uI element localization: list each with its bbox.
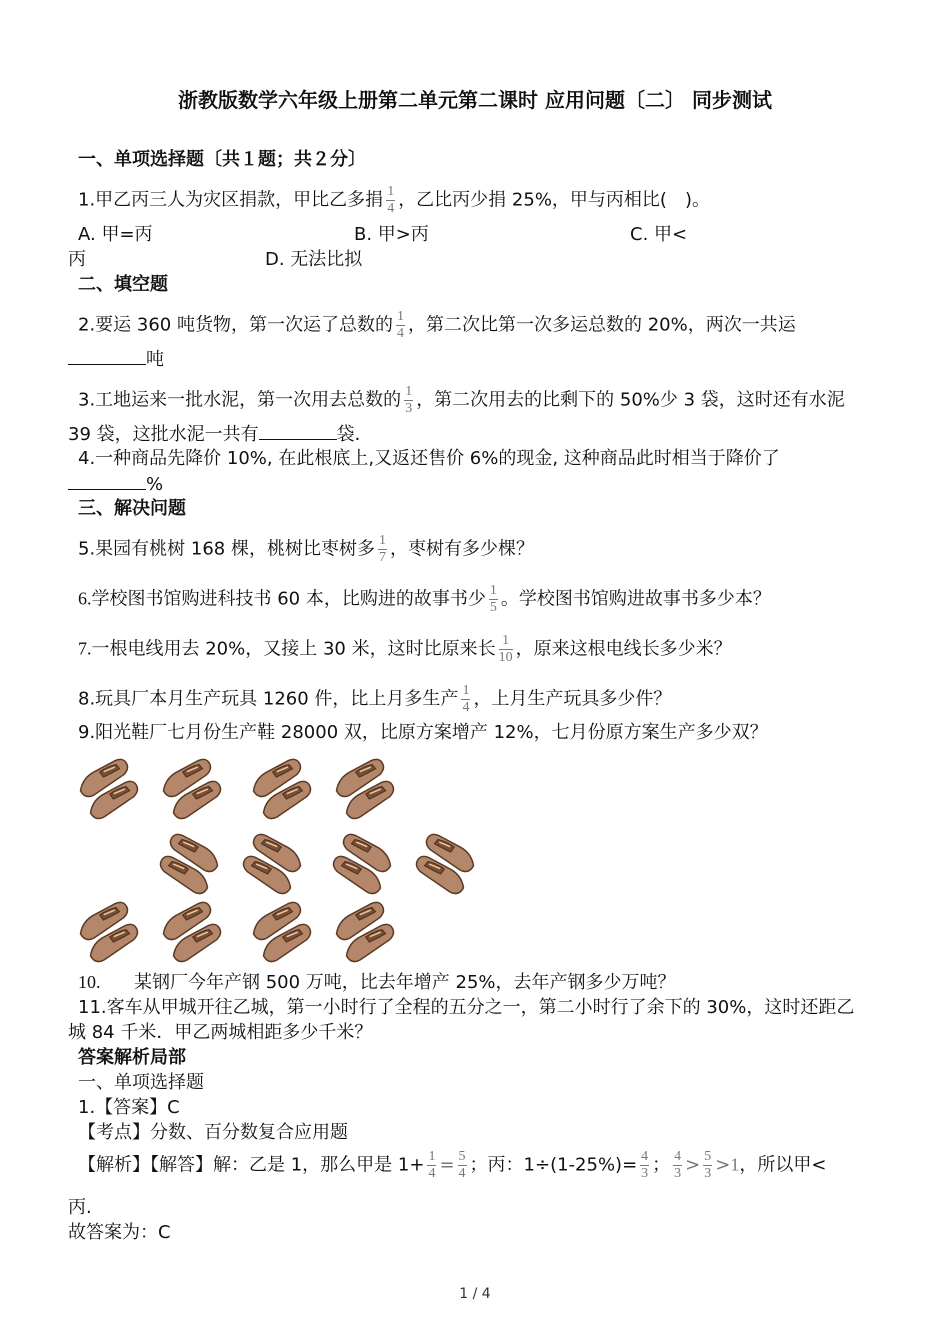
q6-fraction: $\frac{1}{5}$ [489,583,497,615]
q2-answer-blank[interactable] [68,348,146,365]
q8-fraction: $\frac{1}{4}$ [462,683,470,715]
q8-text-a: 8.玩具厂本月生产玩具 1260 件，比上月多生产 [78,688,459,710]
shoe-pair-icon [158,900,226,963]
analysis-fraction-3: $\frac{4}{3}$ [641,1149,649,1181]
q2-text-b: ，第二次比第一次多运总数的 20%，两次一共运 [407,314,796,336]
q4-line2 [68,473,163,496]
question-3 [78,385,845,416]
document-title: 浙教版数学六年级上册第二单元第二课时 应用问题〔二〕 同步测试 [178,88,772,112]
question-1 [78,185,710,216]
q8-text-b: ，上月生产玩具多少件？ [473,688,672,710]
q3-line2-a: 39 袋，这批水泥一共有 [68,424,259,445]
shoe-pair-icon [75,900,143,963]
analysis-prefix: 【解析】【解答】解：乙是 1，那么甲是 1+ [78,1154,425,1176]
analysis-equals: = [439,1154,455,1176]
shoe-row-1 [75,757,399,820]
answer-1-conclusion: 故答案为：C [68,1222,171,1243]
q1-option-a: A. 甲=丙 [78,224,153,245]
analysis-fraction-1: $\frac{1}{4}$ [428,1149,436,1181]
q1-fraction: $\frac{1}{4}$ [387,184,395,216]
shoe-pair-icon [328,832,396,895]
question-9: 9.阳光鞋厂七月份生产鞋 28000 双，比原方案增产 12%，七月份原方案生产多少双？ [78,722,768,743]
section-heading-2: 二、填空题 [78,274,168,295]
question-2 [78,310,796,341]
q1-text-b: ，乙比丙少捐 25%，甲与丙相比( )。 [398,189,710,211]
q10-number: 10. [78,972,101,992]
question-11-line1: 11.客车从甲城开往乙城，第一小时行了全程的五分之一，第二小时行了余下的 30%，这时还距乙 [78,997,855,1018]
analysis-semicolon: ； [652,1154,671,1176]
q1-option-d: D. 无法比拟 [265,249,363,270]
analysis-middle: ；丙：1÷(1-25%)= [469,1154,638,1176]
answer-1: 1.【答案】C [78,1097,180,1118]
shoe-pair-icon [248,757,316,820]
section-heading-3: 三、解决问题 [78,498,186,519]
q3-line2 [68,423,373,446]
shoe-row-2 [155,832,479,895]
page-number: 1 / 4 [459,1286,491,1302]
analysis-fraction-5: $\frac{5}{3}$ [704,1149,712,1181]
answer-1-key-point: 【考点】分数、百分数复合应用题 [78,1122,348,1143]
shoe-pair-icon [155,832,223,895]
shoe-pair-icon [75,757,143,820]
shoe-pair-icon [331,900,399,963]
q5-text-b: ，枣树有多少棵？ [389,538,534,560]
question-10 [78,972,676,994]
q5-text-a: 5.果园有桃树 168 棵，桃树比枣树多 [78,538,375,560]
analysis-fraction-4: $\frac{4}{3}$ [674,1149,682,1181]
q2-fraction: $\frac{1}{4}$ [396,309,404,341]
answer-1-analysis-line2: 丙. [68,1197,92,1218]
shoes-illustration [72,755,492,965]
q2-text-a: 2.要运 360 吨货物，第一次运了总数的 [78,314,393,336]
q6-text-a: 学校图书馆购进科技书 60 本，比购进的故事书少 [91,588,486,610]
question-6 [78,584,771,615]
shoe-pair-icon [331,757,399,820]
shoe-row-3 [75,900,399,963]
q7-fraction: $\frac{1}{10}$ [498,633,513,665]
q7-text-a: 一根电线用去 20%，又接上 30 米，这时比原来长 [91,638,496,660]
question-5 [78,534,534,565]
q5-fraction: $\frac{1}{7}$ [378,533,386,565]
q1-option-c: C. 甲< [630,224,688,245]
analysis-one: 1 [730,1154,740,1175]
q7-number: 7. [78,638,92,659]
shoe-pair-icon [411,832,479,895]
section-heading-1: 一、单项选择题〔共１题；共２分〕 [78,149,366,170]
shoe-pair-icon [248,900,316,963]
shoe-pair-icon [238,832,306,895]
answer-1-analysis [78,1150,826,1181]
q10-text: 某钢厂今年产钢 500 万吨，比去年增产 25%，去年产钢多少万吨？ [134,972,676,993]
shoe-pair-icon [158,757,226,820]
q1-text-a: 1.甲乙丙三人为灾区捐款，甲比乙多捐 [78,189,384,211]
question-8 [78,684,671,715]
q7-text-b: ，原来这根电线长多少米？ [515,638,732,660]
analysis-fraction-2: $\frac{5}{4}$ [458,1149,466,1181]
q3-answer-blank[interactable] [259,423,337,440]
question-11-line2: 城 84 千米．甲乙两城相距多少千米？ [68,1022,373,1043]
answers-heading: 答案解析局部 [78,1047,186,1068]
analysis-suffix: ，所以甲< [739,1154,827,1176]
q1-option-c-continued: 丙 [68,249,86,270]
q3-text-b: ，第二次用去的比剩下的 50%少 3 袋，这时还有水泥 [416,389,845,411]
q6-text-b: 。学校图书馆购进故事书多少本？ [500,588,771,610]
q4-answer-blank[interactable] [68,473,146,490]
q3-text-a: 3.工地运来一批水泥，第一次用去总数的 [78,389,402,411]
analysis-greater-2: > [715,1154,731,1176]
question-4: 4.一种商品先降价 10%, 在此根底上,又返还售价 6%的现金, 这种商品此时相当于降价了 [78,448,780,469]
q3-fraction: $\frac{1}{3}$ [405,384,413,416]
q4-unit: % [146,474,164,495]
q2-unit: 吨 [146,349,164,370]
q3-line2-b: 袋． [336,424,373,445]
analysis-greater-1: > [685,1154,701,1176]
q1-option-b: B. 甲>丙 [354,224,429,245]
question-7 [78,634,732,665]
q2-line2 [68,348,164,371]
answers-section-1: 一、单项选择题 [78,1072,204,1093]
q6-number: 6. [78,588,92,609]
